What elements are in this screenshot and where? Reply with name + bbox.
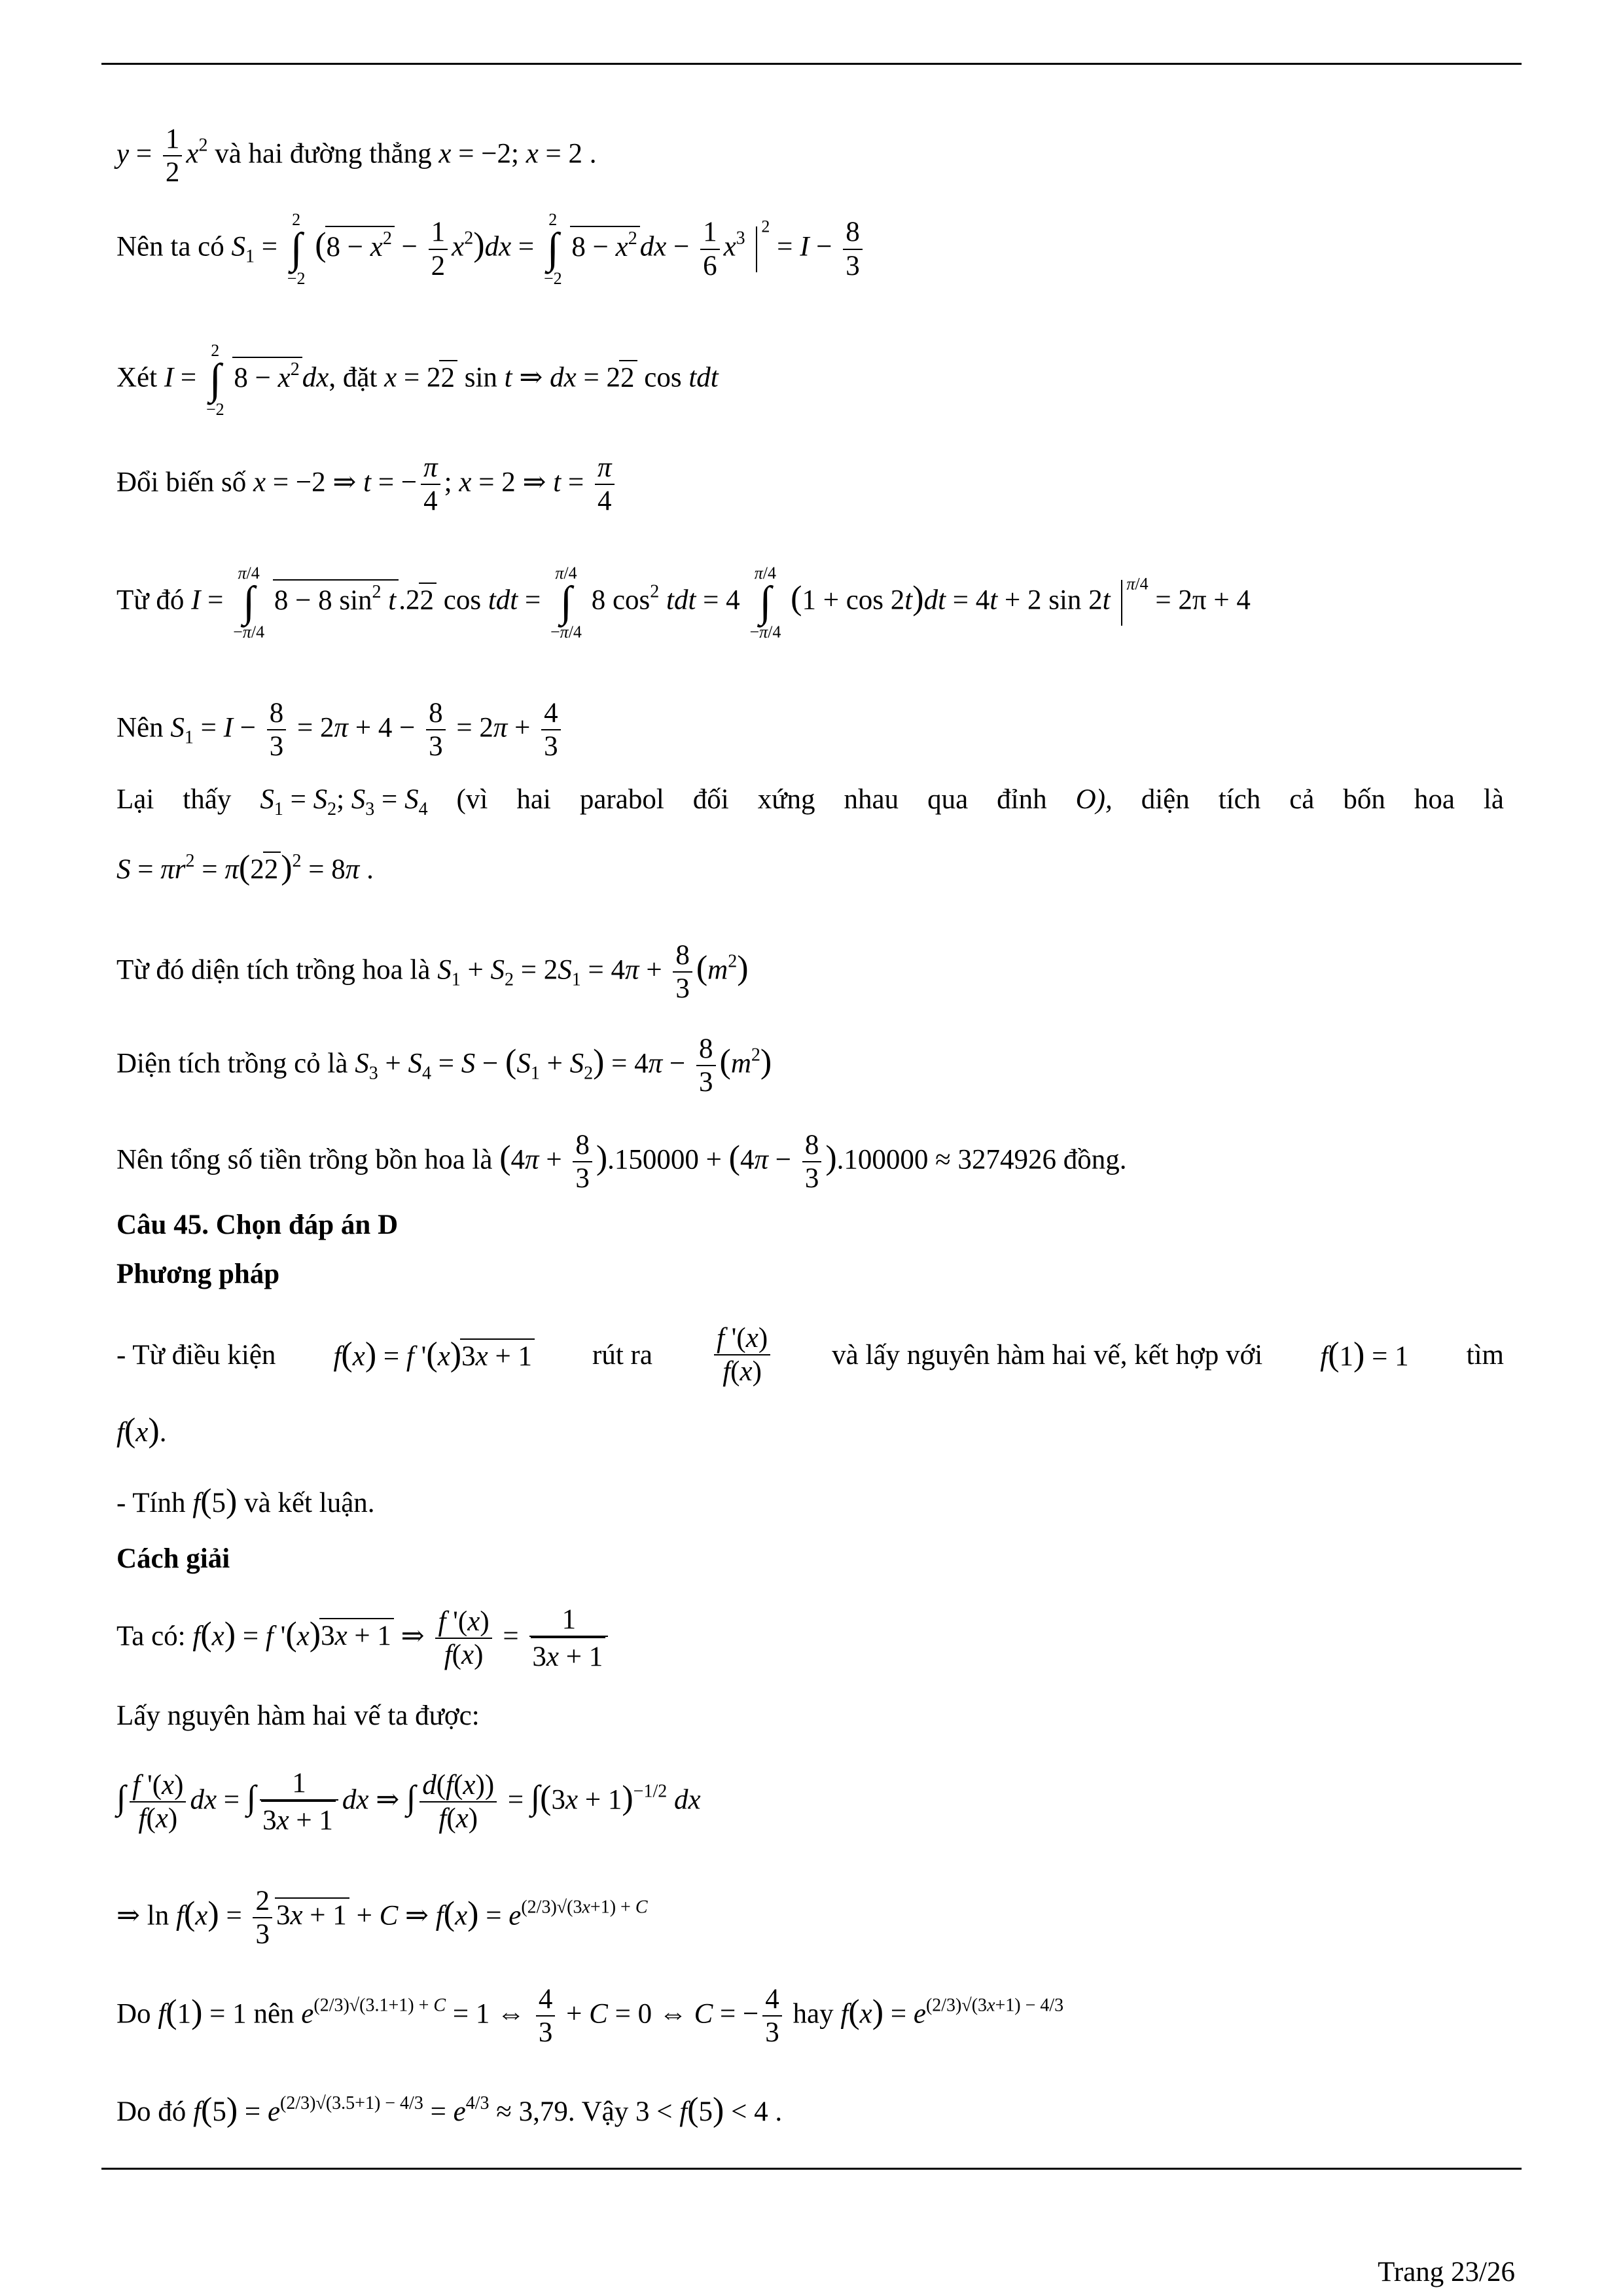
- line-grass-area: Diện tích trồng cỏ là $S_3 + S_4 = S - (S_1 + S_2) = 4\pi$ − $\frac{8}{3}$ $(m^2)$: [116, 1033, 772, 1098]
- question-45-heading: Câu 45. Chọn đáp án D: [116, 1210, 399, 1240]
- method-heading: Phương pháp: [116, 1259, 280, 1289]
- line-symmetry: Lại thấy $S_1 = S_2$; $S_3 = S_4$ (vì hai parabol đối xứng nhau qua đỉnh O), diện tích cả bốn hoa là: [116, 784, 1504, 819]
- solution-step-5: Do f(1) = 1 nên $e^{(2/3)√(3.1+1) + C} = 1$ ⇔ $\frac{4}{3}$ + C = 0 ⇔ C = − $\frac{4}{3}$ hay $f(x) = e^{(2/3)√(3x+1) - 4/3}$: [116, 1984, 1064, 2049]
- solution-step-6: Do đó $f(5) = e^{(2/3)√(3.5+1) - 4/3} = e^{4/3} \approx 3,79$. Vậy 3 < f(5) < 4 .: [116, 2091, 783, 2128]
- line-total-area: $S = \pi r^2 = \pi(22)^2 = 8\pi$ .: [116, 849, 374, 886]
- line-compute-i: Từ đó I = π/4 ∫ −π/4 8 − 8 $\sin^2 t.22$ cos tdt = π/4 ∫ −π/4 8 $\cos^2$ tdt = 4 π/4 ∫ −π/4 (1 + cos 2t)dt = 4t + 2 sin 2t $^{\pi/4}$ = 2π + 4: [116, 564, 1251, 641]
- solution-step-1: Ta có: f(x) = f '(x)3x + 1 ⇒ $\frac{f '(x)}{f(x)}$ = $\frac{1}{3x + 1}$: [116, 1604, 612, 1674]
- line-flower-area: Từ đó diện tích trồng hoa là $S_1 + S_2 = 2S_1 = 4\pi$ + $\frac{8}{3}$ $(m^2)$: [116, 940, 749, 1005]
- method-step-2: - Tính f(5) và kết luận.: [116, 1482, 375, 1520]
- solution-heading: Cách giải: [116, 1543, 230, 1574]
- page-number: Trang 23/26: [1378, 2257, 1515, 2287]
- line-substitution: Xét I = 2 ∫ −2 $8 - x^2dx$, đặt x = 22 sin t ⇒ dx = 22 cos tdt: [116, 341, 719, 419]
- footer-rule: [101, 2168, 1522, 2170]
- header-rule: [101, 63, 1522, 65]
- method-step-1: - Từ điều kiện f(x) = f '(x)3x + 1 rút ra $\frac{f '(x)}{f(x)}$ và lấy nguyên hàm hai vế, kết hợp với f(1) = 1 tìm: [116, 1323, 1504, 1388]
- solution-step-3: ∫ $\frac{f '(x)}{f(x)}$ dx = ∫ $\frac{1}{3x + 1}$ dx ⇒ ∫ $\frac{d(f(x))}{f(x)}$ = $\int(3x + 1)^{-1/2}$ dx: [116, 1768, 701, 1837]
- solution-step-4: ⇒ ln f(x) = $\frac{2}{3}$ 3x + 1 + C ⇒ $f(x) = e^{(2/3)√(3x+1) + C}$: [116, 1886, 648, 1950]
- line-change-bounds: Đổi biến số x = −2 ⇒ t = − $\frac{\pi}{4}$ ; x = 2 ⇒ t = $\frac{\pi}{4}$: [116, 452, 618, 518]
- method-step-1-cont: f(x).: [116, 1412, 167, 1449]
- line-total-cost: Nên tổng số tiền trồng bồn hoa là (4π + $\frac{8}{3}$ ).150000 + (4π − $\frac{8}{3}$ ).100000 ≈ 3274926 đồng.: [116, 1130, 1127, 1194]
- solution-step-2: Lấy nguyên hàm hai vế ta được:: [116, 1700, 480, 1731]
- line-parabola-bounds: y = $\frac{1}{2}$ $x^2$ và hai đường thẳng x = −2; x = 2 .: [116, 124, 597, 188]
- line-s1-integral: Nên ta có $S_1$ = 2 ∫ −2 ($8 - x^2$ − $\frac{1}{2}$ $x^2)dx$ = 2 ∫ −2 $8 - x^2dx$ − $\frac{1}{6}$ $x^3$ $^2$ = I − $\frac{8}{3}$: [116, 211, 866, 287]
- line-s1-result: Nên $S_1 = I$ − $\frac{8}{3}$ = 2π + 4 − $\frac{8}{3}$ = 2π + $\frac{4}{3}$: [116, 697, 565, 763]
